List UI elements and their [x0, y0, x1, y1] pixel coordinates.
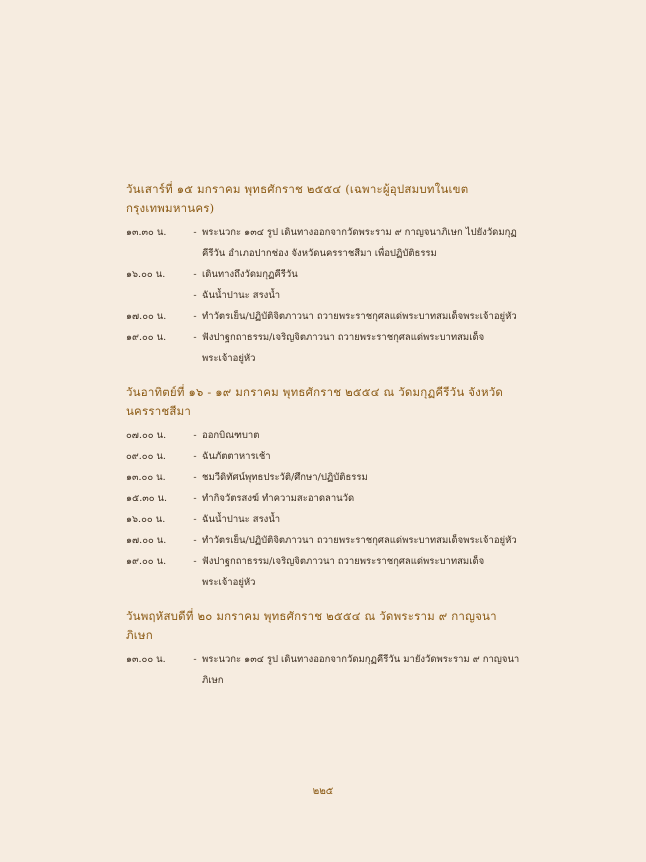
time-cell: ๑๗.๐๐ น.	[126, 311, 167, 322]
section-heading: วันพฤหัสบดีที่ ๒๐ มกราคม พุทธศักราช ๒๕๕๔ ณ วัดพระราม ๙ กาญจนาภิเษก	[126, 609, 497, 642]
schedule-row	[126, 649, 522, 691]
time-cell: ๑๙.๐๐ น.	[126, 556, 167, 567]
schedule-row	[126, 488, 522, 509]
time-cell	[126, 285, 188, 306]
schedule-row	[126, 425, 522, 446]
dash-cell: -	[193, 654, 197, 665]
schedule-row	[126, 285, 522, 306]
schedule-row	[126, 551, 522, 593]
description-cell: ฟังปาฐกถาธรรม/เจริญจิตภาวนา ถวายพระราชกุศลแด่พระบาทสมเด็จพระเจ้าอยู่หัว	[202, 556, 485, 588]
dash-cell: -	[193, 472, 197, 483]
description-cell: พระนวกะ ๑๓๔ รูป เดินทางออกจากวัดพระราม ๙ กาญจนาภิเษก ไปยังวัดมกุฏคีรีวัน อำเภอปากช่อง จังหวัดนครราชสีมา เพื่อปฏิบัติธรรม	[202, 227, 517, 259]
dash-cell: -	[193, 430, 197, 441]
description-cell: ชมวีดิทัศน์พุทธประวัติ/ศึกษา/ปฏิบัติธรรม	[202, 472, 368, 483]
time-cell: ๐๙.๐๐ น.	[126, 451, 166, 462]
time-cell: ๑๙.๐๐ น.	[126, 332, 167, 343]
schedule-section-1	[126, 180, 522, 369]
schedule-row	[126, 327, 522, 369]
description-cell: เดินทางถึงวัดมกุฏคีรีวัน	[202, 269, 298, 280]
dash-cell: -	[193, 311, 197, 322]
dash-cell: -	[193, 290, 197, 301]
time-cell: ๑๓.๓๐ น.	[126, 227, 167, 238]
schedule-row	[126, 530, 522, 551]
description-cell: ฉันภัตตาหารเช้า	[202, 451, 271, 462]
schedule-row	[126, 222, 522, 264]
dash-cell: -	[193, 493, 197, 504]
schedule-section-3	[126, 607, 522, 691]
dash-cell: -	[193, 269, 197, 280]
section-heading: วันเสาร์ที่ ๑๕ มกราคม พุทธศักราช ๒๕๕๔ (เฉพาะผู้อุปสมบทในเขตกรุงเทพมหานคร)	[126, 182, 469, 215]
time-cell: ๑๕.๓๐ น.	[126, 493, 168, 504]
description-cell: ทำวัตรเย็น/ปฏิบัติจิตภาวนา ถวายพระราชกุศลแด่พระบาทสมเด็จพระเจ้าอยู่หัว	[202, 535, 517, 546]
schedule-row	[126, 509, 522, 530]
time-cell: ๑๓.๐๐ น.	[126, 654, 166, 665]
dash-cell: -	[193, 535, 197, 546]
description-cell: ทำกิจวัตรสงฆ์ ทำความสะอาดลานวัด	[202, 493, 355, 504]
dash-cell: -	[193, 451, 197, 462]
description-cell: พระนวกะ ๑๓๔ รูป เดินทางออกจากวัดมกุฏคีรีวัน มายังวัดพระราม ๙ กาญจนาภิเษก	[202, 654, 520, 686]
time-cell: ๑๗.๐๐ น.	[126, 535, 167, 546]
schedule-row	[126, 306, 522, 327]
description-cell: ฉันน้ำปานะ สรงน้ำ	[202, 514, 281, 525]
schedule-row	[126, 264, 522, 285]
description-cell: ออกบิณฑบาต	[202, 430, 260, 441]
description-cell: ฟังปาฐกถาธรรม/เจริญจิตภาวนา ถวายพระราชกุศลแด่พระบาทสมเด็จพระเจ้าอยู่หัว	[202, 332, 485, 364]
dash-cell: -	[193, 556, 197, 567]
section-heading: วันอาทิตย์ที่ ๑๖ - ๑๙ มกราคม พุทธศักราช ๒๕๕๔ ณ วัดมกุฏคีรีวัน จังหวัดนครราชสีมา	[126, 385, 504, 418]
page-number: ๒๒๕	[312, 786, 334, 797]
description-cell: ฉันน้ำปานะ สรงน้ำ	[202, 290, 281, 301]
time-cell: ๑๖.๐๐ น.	[126, 269, 166, 280]
time-cell: ๑๖.๐๐ น.	[126, 514, 166, 525]
description-cell: ทำวัตรเย็น/ปฏิบัติจิตภาวนา ถวายพระราชกุศลแด่พระบาทสมเด็จพระเจ้าอยู่หัว	[202, 311, 517, 322]
time-cell: ๐๗.๐๐ น.	[126, 430, 167, 441]
document-body	[126, 180, 522, 705]
schedule-section-2	[126, 383, 522, 593]
dash-cell: -	[193, 227, 197, 238]
schedule-row	[126, 467, 522, 488]
dash-cell: -	[193, 514, 197, 525]
dash-cell: -	[193, 332, 197, 343]
time-cell: ๑๓.๐๐ น.	[126, 472, 166, 483]
schedule-row	[126, 446, 522, 467]
